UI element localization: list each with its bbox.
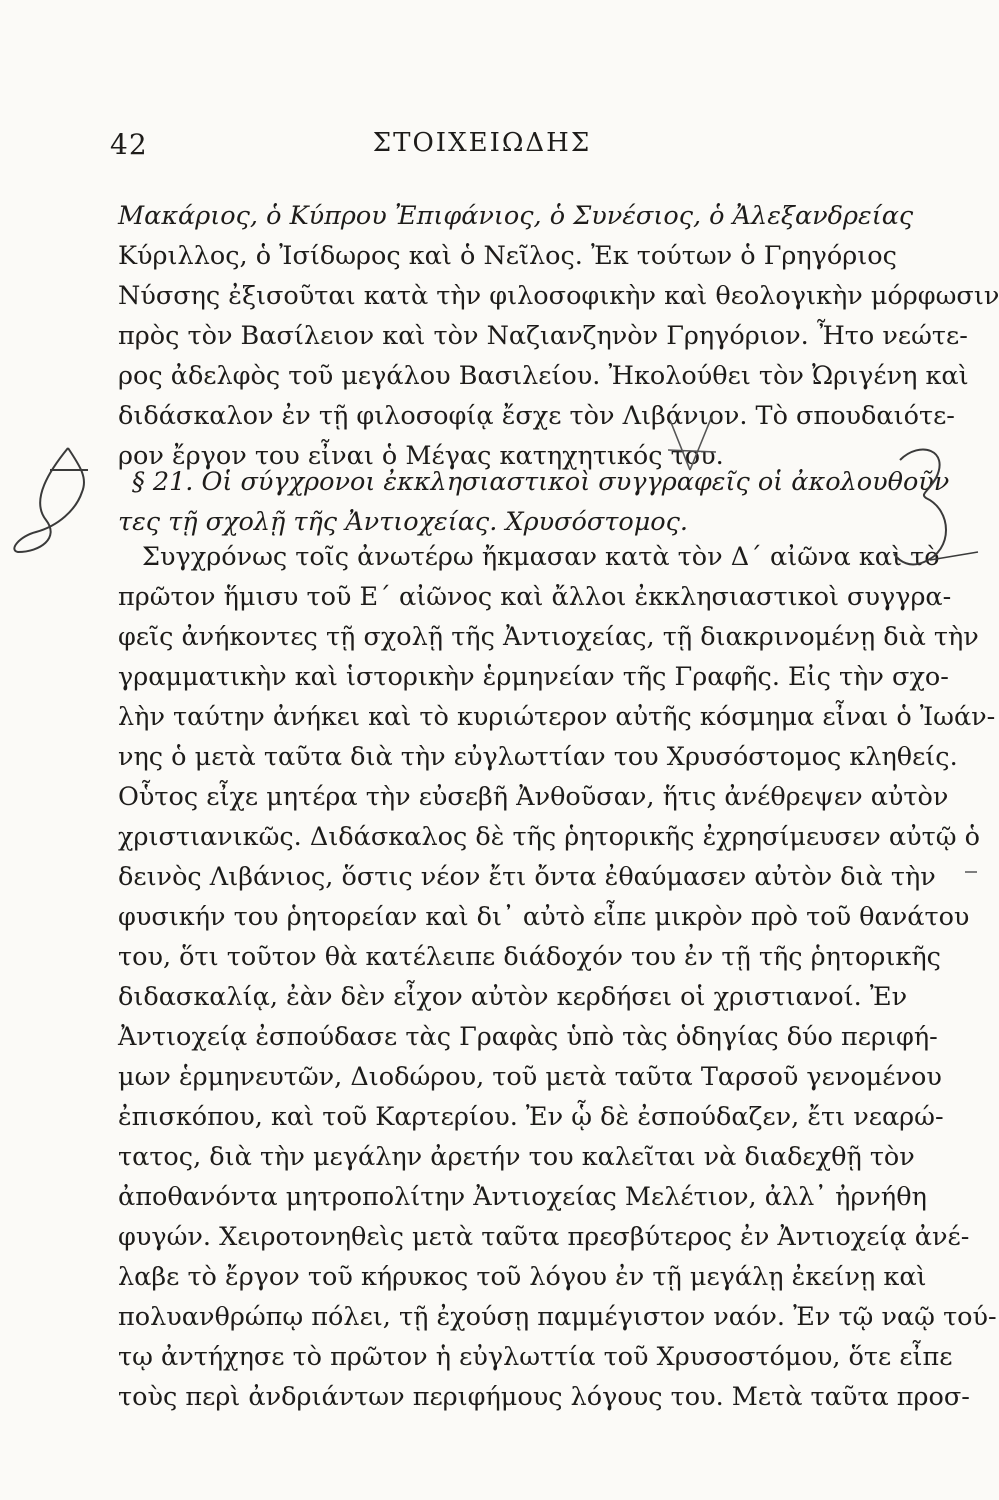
paragraph-continuation [118, 196, 999, 476]
running-title: ΣΤΟΙΧΕΙΩΔΗΣ [372, 128, 592, 158]
text-line: τῳ ἀντήχησε τὸ πρῶτον ἡ εὐγλωττία τοῦ Χρυσοστόμου, ὅτε εἶπε [118, 1342, 953, 1372]
text-line: τατος, διὰ τὴν μεγάλην ἀρετήν του καλεῖται νὰ διαδεχθῇ τὸν [118, 1142, 915, 1172]
text-line: Κύριλλος, ὁ Ἰσίδωρος καὶ ὁ Νεῖλος. Ἐκ τούτων ὁ Γρηγόριος [118, 241, 897, 271]
text-line: πολυανθρώπῳ πόλει, τῇ ἐχούσῃ παμμέγιστον ναόν. Ἐν τῷ ναῷ τού- [118, 1302, 997, 1332]
text-line: φυγών. Χειροτονηθεὶς μετὰ ταῦτα πρεσβύτερος ἐν Ἀντιοχείᾳ ἀνέ- [118, 1222, 970, 1252]
text-line: νης ὁ μετὰ ταῦτα διὰ τὴν εὐγλωττίαν του Χρυσόστομος κληθείς. [118, 742, 958, 772]
text-line: Ἀντιοχείᾳ ἐσπούδασε τὰς Γραφὰς ὑπὸ τὰς ὁδηγίας δύο περιφή- [118, 1022, 938, 1052]
text-line: Συγχρόνως τοῖς ἀνωτέρω ἤκμασαν κατὰ τὸν Δ΄ αἰῶνα καὶ τὸ [142, 542, 940, 572]
text-line: Νύσσης ἐξισοῦται κατὰ τὴν φιλοσοφικὴν καὶ θεολογικὴν μόρφωσιν [118, 281, 999, 311]
text-line: πρὸς τὸν Βασίλειον καὶ τὸν Ναζιανζηνὸν Γρηγόριον. Ἦτο νεώτε- [118, 321, 968, 351]
text-line: του, ὅτι τοῦτον θὰ κατέλειπε διάδοχόν του ἐν τῇ τῆς ῥητορικῆς [118, 942, 941, 972]
text-line: Οὗτος εἶχε μητέρα τὴν εὐσεβῆ Ἀνθοῦσαν, ἥτις ἀνέθρεψεν αὐτὸν [118, 782, 949, 812]
text-line: ἀποθανόντα μητροπολίτην Ἀντιοχείας Μελέτιον, ἀλλ᾿ ἠρνήθη [118, 1182, 927, 1212]
text-line: διδάσκαλον ἐν τῇ φιλοσοφίᾳ ἔσχε τὸν Λιβάνιον. Τὸ σπουδαιότε- [118, 401, 955, 431]
text-line: διδασκαλίᾳ, ἐὰν δὲν εἶχον αὐτὸν κερδήσει οἱ χριστιανοί. Ἐν [118, 982, 908, 1012]
text-line: γραμματικὴν καὶ ἱστορικὴν ἑρμηνείαν τῆς Γραφῆς. Εἰς τὴν σχο- [118, 662, 949, 692]
margin-dash [965, 870, 977, 874]
text-line: λὴν ταύτην ἀνήκει καὶ τὸ κυριώτερον αὐτῆς κόσμημα εἶναι ὁ Ἰωάν- [118, 702, 996, 732]
section-heading [118, 462, 950, 542]
text-line: λαβε τὸ ἔργον τοῦ κήρυκος τοῦ λόγου ἐν τῇ μεγάλῃ ἐκείνῃ καὶ [118, 1262, 927, 1292]
text-line: δεινὸς Λιβάνιος, ὅστις νέον ἔτι ὄντα ἐθαύμασεν αὐτὸν διὰ τὴν [118, 862, 936, 892]
handwritten-check-mark [660, 410, 720, 490]
text-line: μων ἑρμηνευτῶν, Διοδώρου, τοῦ μετὰ ταῦτα Ταρσοῦ γενομένου [118, 1062, 942, 1092]
handwritten-margin-mark-left [10, 440, 100, 560]
section-heading-line: τες τῇ σχολῇ τῆς Ἀντιοχείας. Χρυσόστομος. [118, 507, 689, 537]
text-line: φεῖς ἀνήκοντες τῇ σχολῇ τῆς Ἀντιοχείας, τῇ διακρινομένῃ διὰ τὴν [118, 622, 979, 652]
text-line: ρον ἔργον του εἶναι ὁ Μέγας κατηχητικός του. [118, 441, 724, 471]
text-line: Μακάριος, ὁ Κύπρου Ἐπιφάνιος, ὁ Συνέσιος, ὁ Ἀλεξανδρείας [118, 201, 914, 231]
text-line: φυσικήν του ῥητορείαν καὶ δι᾿ αὐτὸ εἶπε μικρὸν πρὸ τοῦ θανάτου [118, 902, 970, 932]
text-line: ἐπισκόπου, καὶ τοῦ Καρτερίου. Ἐν ᾧ δὲ ἐσπούδαζεν, ἔτι νεαρώ- [118, 1102, 944, 1132]
handwritten-margin-mark-right [880, 440, 980, 580]
text-line: ρος ἀδελφὸς τοῦ μεγάλου Βασιλείου. Ἠκολούθει τὸν Ὠριγένη καὶ [118, 361, 969, 391]
text-line: χριστιανικῶς. Διδάσκαλος δὲ τῆς ῥητορικῆς ἐχρησίμευσεν αὐτῷ ὁ [118, 822, 980, 852]
page-header [110, 128, 854, 168]
section-body [118, 537, 997, 1417]
text-line: τοὺς περὶ ἀνδριάντων περιφήμους λόγους του. Μετὰ ταῦτα προσ- [118, 1382, 970, 1412]
page-number: 42 [110, 128, 148, 161]
section-heading-line: § 21. Οἱ σύγχρονοι ἐκκλησιαστικοὶ συγγραφεῖς οἱ ἀκολουθοῦν [132, 467, 950, 497]
text-line: πρῶτον ἥμισυ τοῦ Ε΄ αἰῶνος καὶ ἄλλοι ἐκκλησιαστικοὶ συγγρα- [118, 582, 952, 612]
